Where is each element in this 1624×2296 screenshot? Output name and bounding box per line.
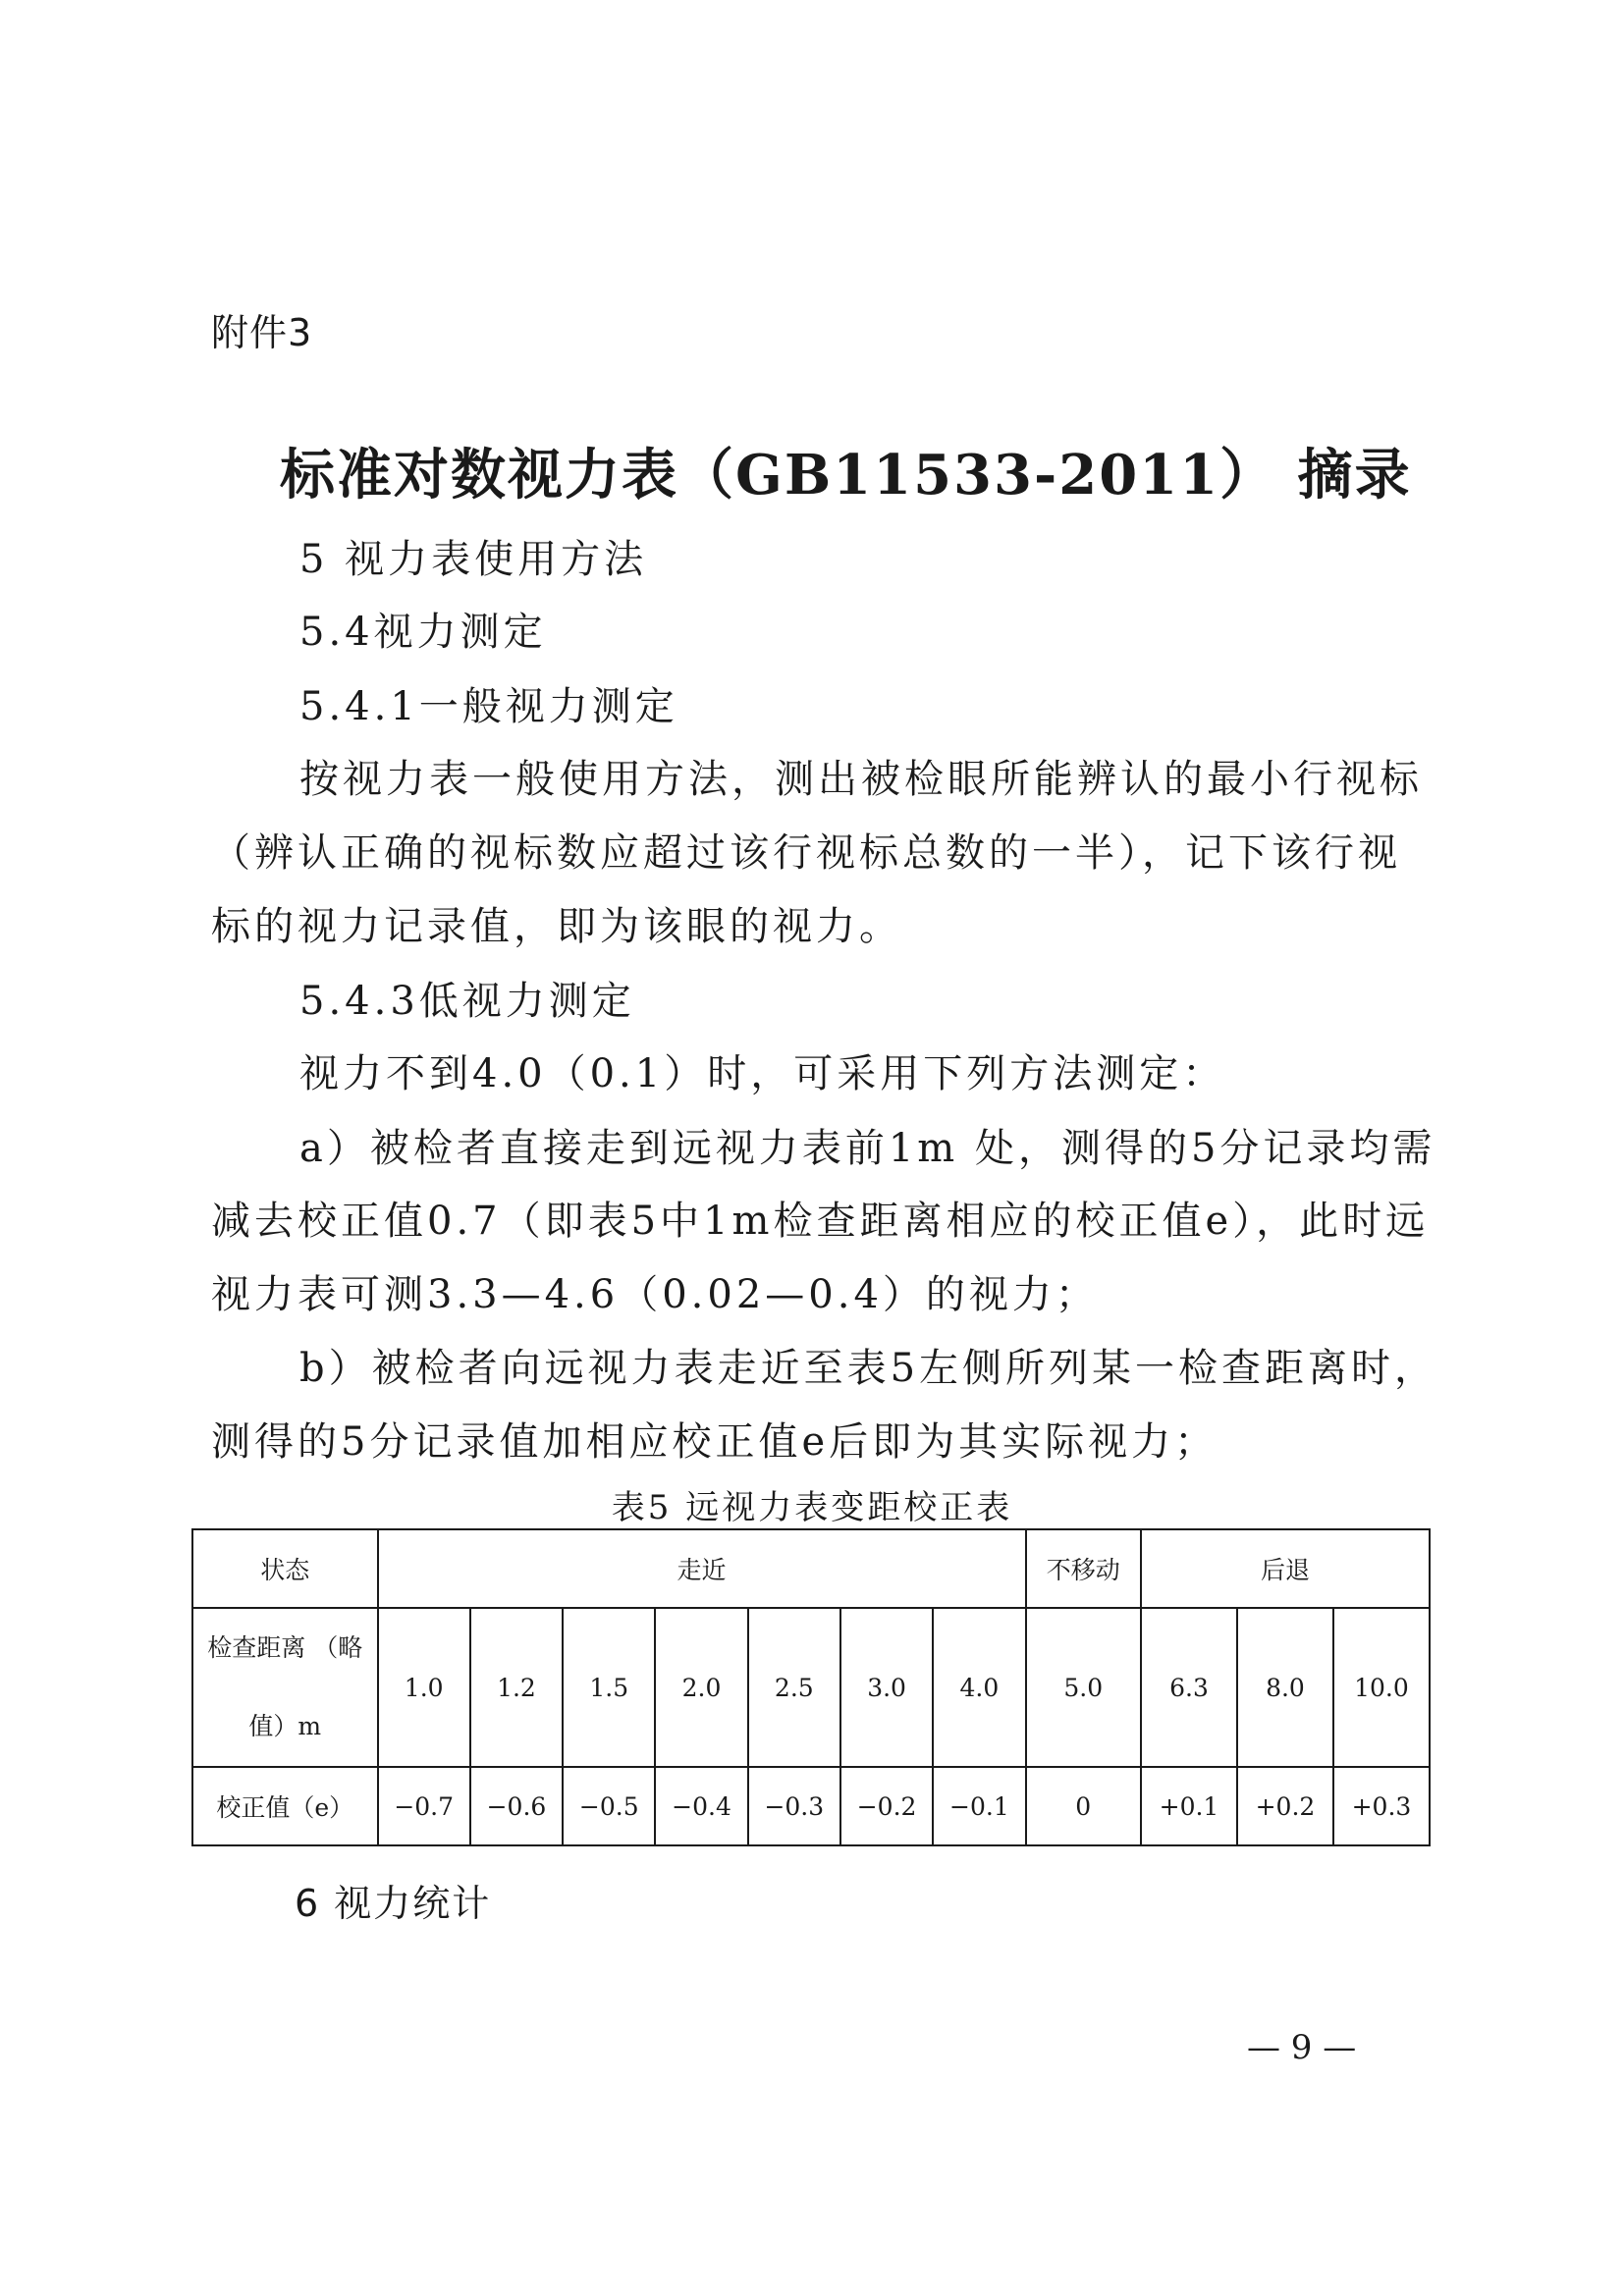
group-stationary: 不移动 [1026, 1529, 1141, 1608]
distance-cell: 8.0 [1237, 1608, 1333, 1767]
correction-cell: 0 [1026, 1767, 1141, 1845]
correction-cell: +0.3 [1333, 1767, 1430, 1845]
distance-cell: 1.5 [563, 1608, 655, 1767]
table-row [192, 1608, 1430, 1767]
paragraph-line: 视力不到4.0（0.1）时，可采用下列方法测定： [299, 1051, 1226, 1096]
correction-cell: −0.2 [840, 1767, 933, 1845]
correction-cell: −0.5 [563, 1767, 655, 1845]
correction-header: 校正值（e） [192, 1767, 378, 1845]
paragraph-line: 减去校正值0.7（即表5中1m检查距离相应的校正值e），此时远 [211, 1199, 1430, 1244]
table-row [192, 1529, 1430, 1608]
correction-cell: −0.4 [655, 1767, 747, 1845]
table-row [192, 1767, 1430, 1845]
paragraph-line: 5.4.3低视力测定 [299, 979, 635, 1024]
document-title: 标准对数视力表（GB11533-2011） 摘录 [280, 443, 1412, 507]
group-approach: 走近 [378, 1529, 1026, 1608]
paragraph-line: 5.4.1一般视力测定 [299, 684, 678, 729]
distance-cell: 3.0 [840, 1608, 933, 1767]
distance-header-line2: 值）m [248, 1712, 322, 1740]
distance-header [192, 1608, 378, 1767]
section-heading: 6 视力统计 [295, 1882, 492, 1925]
group-retreat: 后退 [1141, 1529, 1430, 1608]
correction-cell: −0.1 [933, 1767, 1025, 1845]
paragraph-line: 5 视力表使用方法 [299, 537, 648, 582]
page-number: — 9 — [1247, 2028, 1357, 2067]
correction-cell: −0.3 [748, 1767, 840, 1845]
distance-cell: 1.0 [378, 1608, 470, 1767]
table-caption: 表5 远视力表变距校正表 [611, 1488, 1013, 1527]
paragraph-line: 测得的5分记录值加相应校正值e后即为其实际视力； [211, 1419, 1218, 1465]
distance-cell: 6.3 [1141, 1608, 1237, 1767]
paragraph-line: b）被检者向远视力表走近至表5左侧所列某一检查距离时， [299, 1346, 1438, 1391]
status-header: 状态 [192, 1529, 378, 1608]
paragraph-line: 标的视力记录值，即为该眼的视力。 [211, 904, 902, 949]
correction-table [191, 1528, 1431, 1846]
correction-cell: +0.1 [1141, 1767, 1237, 1845]
paragraph-line: 按视力表一般使用方法，测出被检眼所能辨认的最小行视标 [299, 757, 1423, 802]
paragraph-line: 视力表可测3.3—4.6（0.02—0.4）的视力； [211, 1272, 1099, 1317]
paragraph-line: a）被检者直接走到远视力表前1m 处，测得的5分记录均需 [299, 1126, 1436, 1171]
distance-cell: 10.0 [1333, 1608, 1430, 1767]
distance-cell: 1.2 [470, 1608, 563, 1767]
correction-cell: −0.6 [470, 1767, 563, 1845]
distance-cell: 2.5 [748, 1608, 840, 1767]
distance-cell: 5.0 [1026, 1608, 1141, 1767]
attachment-label: 附件3 [211, 311, 313, 354]
distance-cell: 2.0 [655, 1608, 747, 1767]
paragraph-line: 5.4视力测定 [299, 610, 547, 655]
correction-cell: +0.2 [1237, 1767, 1333, 1845]
distance-header-line1: 检查距离 （略 [207, 1633, 363, 1662]
paragraph-line: （辨认正确的视标数应超过该行视标总数的一半），记下该行视 [211, 830, 1401, 876]
correction-cell: −0.7 [378, 1767, 470, 1845]
distance-cell: 4.0 [933, 1608, 1025, 1767]
